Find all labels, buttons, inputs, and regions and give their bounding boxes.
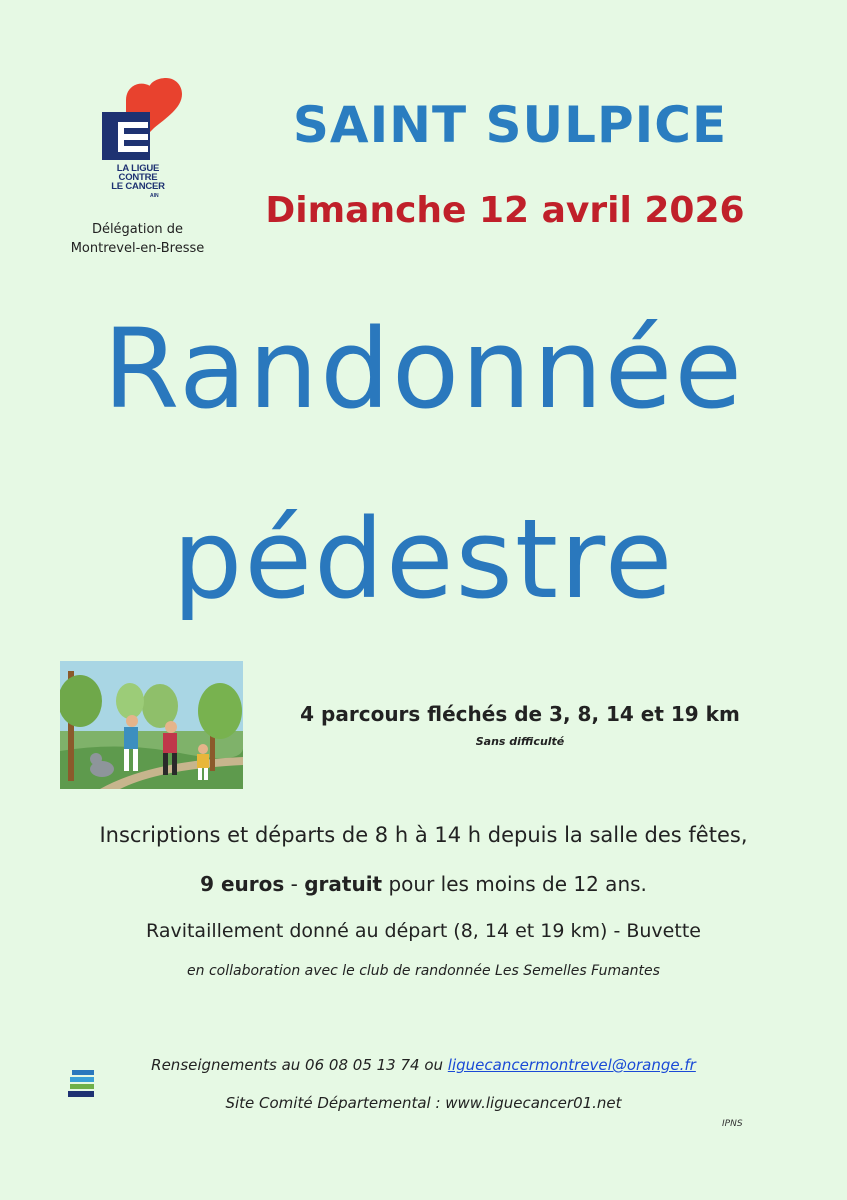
delegation-line-2: Montrevel-en-Bresse — [70, 241, 205, 256]
collaboration-note: en collaboration avec le club de randonnée Les Semelles Fumantes — [187, 963, 660, 979]
main-title-line-1: Randonnée — [102, 305, 745, 433]
logo-text — [98, 164, 178, 191]
website-info: Site Comité Départemental : www.liguecancer01.net — [225, 1094, 622, 1112]
hikers-illustration — [60, 661, 243, 789]
logo-line-2: CONTRE — [118, 172, 158, 183]
price-condition: pour les moins de 12 ans. — [382, 872, 647, 896]
logo-region: AIN — [150, 193, 159, 199]
price-amount: 9 euros — [200, 872, 285, 896]
refreshment-info: Ravitaillement donné au départ (8, 14 et 19 km) - Buvette — [146, 920, 701, 942]
price-info — [0, 872, 847, 896]
city-title: SAINT SULPICE — [292, 96, 728, 154]
registration-info: Inscriptions et départs de 8 h à 14 h depuis la salle des fêtes, — [99, 823, 748, 847]
price-separator: - — [284, 872, 305, 896]
delegation — [55, 220, 220, 258]
contact-phone: Renseignements au 06 08 05 13 74 ou — [151, 1056, 448, 1074]
contact-email-link[interactable]: liguecancermontrevel@orange.fr — [447, 1056, 696, 1074]
ipns-note: IPNS — [722, 1119, 743, 1129]
logo-line-3: LE CANCER — [111, 181, 165, 192]
logo-line-1: LA LIGUE — [116, 163, 160, 174]
difficulty-note: Sans difficulté — [475, 735, 565, 748]
main-title-line-2: pédestre — [172, 495, 675, 623]
delegation-line-1: Délégation de — [91, 222, 184, 237]
event-date: Dimanche 12 avril 2026 — [265, 190, 745, 231]
price-free: gratuit — [304, 872, 383, 896]
routes-info: 4 parcours fléchés de 3, 8, 14 et 19 km — [300, 702, 740, 726]
contact-info — [0, 1056, 847, 1074]
